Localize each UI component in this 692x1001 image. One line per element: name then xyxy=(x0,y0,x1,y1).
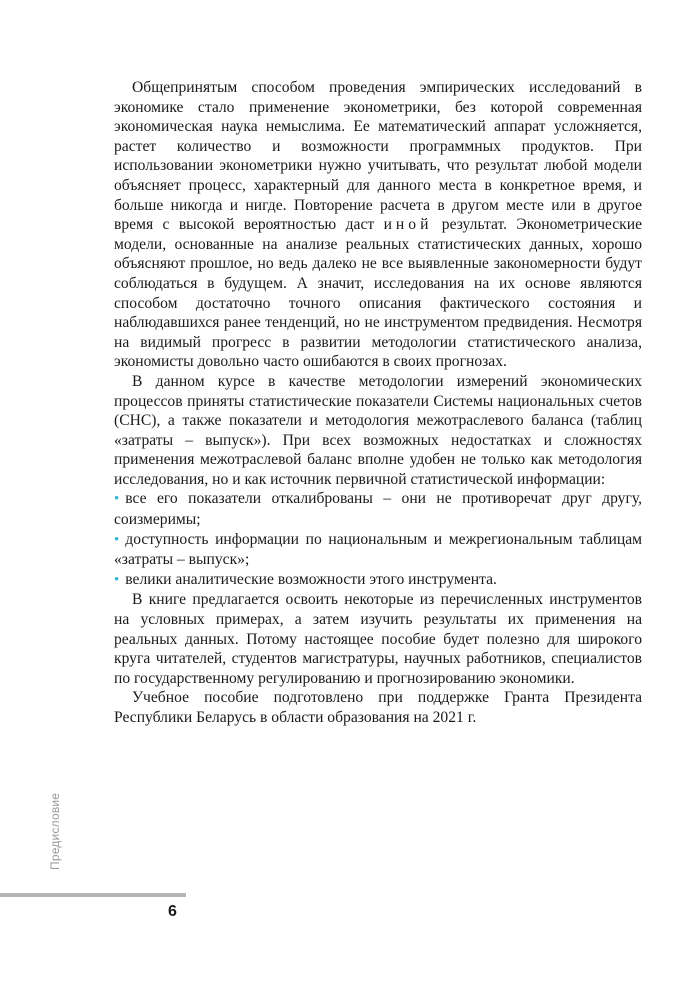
emphasized-word: иной xyxy=(383,216,433,234)
paragraph-econometrics xyxy=(114,78,642,372)
list-item xyxy=(114,570,642,591)
paragraph-econometrics-text-2: результат. Эконометрические модели, основанные на анализе реальных статистических данных, хорошо объясняют прошлое, но ведь далеко не все выявленные закономерности будут соблюдаться в будущем. А значит, исследования на их основе являются способом достаточно точного описания фактического состояния и наблюдавшихся ранее тенденций, но не инструментом предвидения. Несмотря на видимый прогресс в развитии методологии статистического анализа, экономисты довольно часто ошибаются в своих прогнозах. xyxy=(114,216,642,371)
bullet-icon: • xyxy=(114,571,120,588)
list-item-text: все его показатели откалиброваны – они не противоречат друг другу, соизмеримы; xyxy=(114,490,642,529)
paragraph-methodology: В данном курсе в качестве методологии измерений экономических процессов приняты статистические показатели Системы национальных счетов (СНС), а также показатели и методология межотраслевого баланса (таблиц «затраты – выпуск»). При всех возможных недостатках и сложностях применения межотраслевой баланс вполне удобен не только как методология исследования, но и как источник первичной статистической информации: xyxy=(114,372,642,488)
list-item-text: велики аналитические возможности этого инструмента. xyxy=(125,570,497,588)
preface-body xyxy=(114,78,642,728)
page-number: 6 xyxy=(168,903,177,920)
paragraph-grant: Учебное пособие подготовлено при поддержке Гранта Президента Республики Беларусь в области образования на 2021 г. xyxy=(114,689,642,726)
section-label: Предисловие xyxy=(48,792,62,870)
paragraph-econometrics-text-1: Общепринятым способом проведения эмпирических исследований в экономике стало применение эконометрики, без которой современная экономическая наука немыслима. Ее математический аппарат усложняется, растет количество и возможности программных продуктов. При использовании эконометрики нужно учитывать, что результат любой модели объясняет процесс, характерный для данного места в конкретное время, и больше никогда и нигде. Повторение расчета в другом месте или в другое время с высокой вероятностью даст xyxy=(114,79,642,234)
bullet-icon: • xyxy=(114,531,120,548)
bullet-icon: • xyxy=(114,491,120,508)
list-item xyxy=(114,489,642,529)
paragraph-book-purpose: В книге предлагается освоить некоторые из перечисленных инструментов на условных примерах, а затем изучить результаты их применения на реальных данных. Потому настоящее пособие будет полезно для широкого круга читателей, студентов магистратуры, научных работников, специалистов по государственному регулированию и прогнозированию экономики. xyxy=(114,591,642,687)
footer-bar xyxy=(0,893,186,897)
list-item xyxy=(114,530,642,570)
list-item-text: доступность информации по национальным и межрегиональным таблицам «затраты – выпуск»; xyxy=(114,530,642,569)
